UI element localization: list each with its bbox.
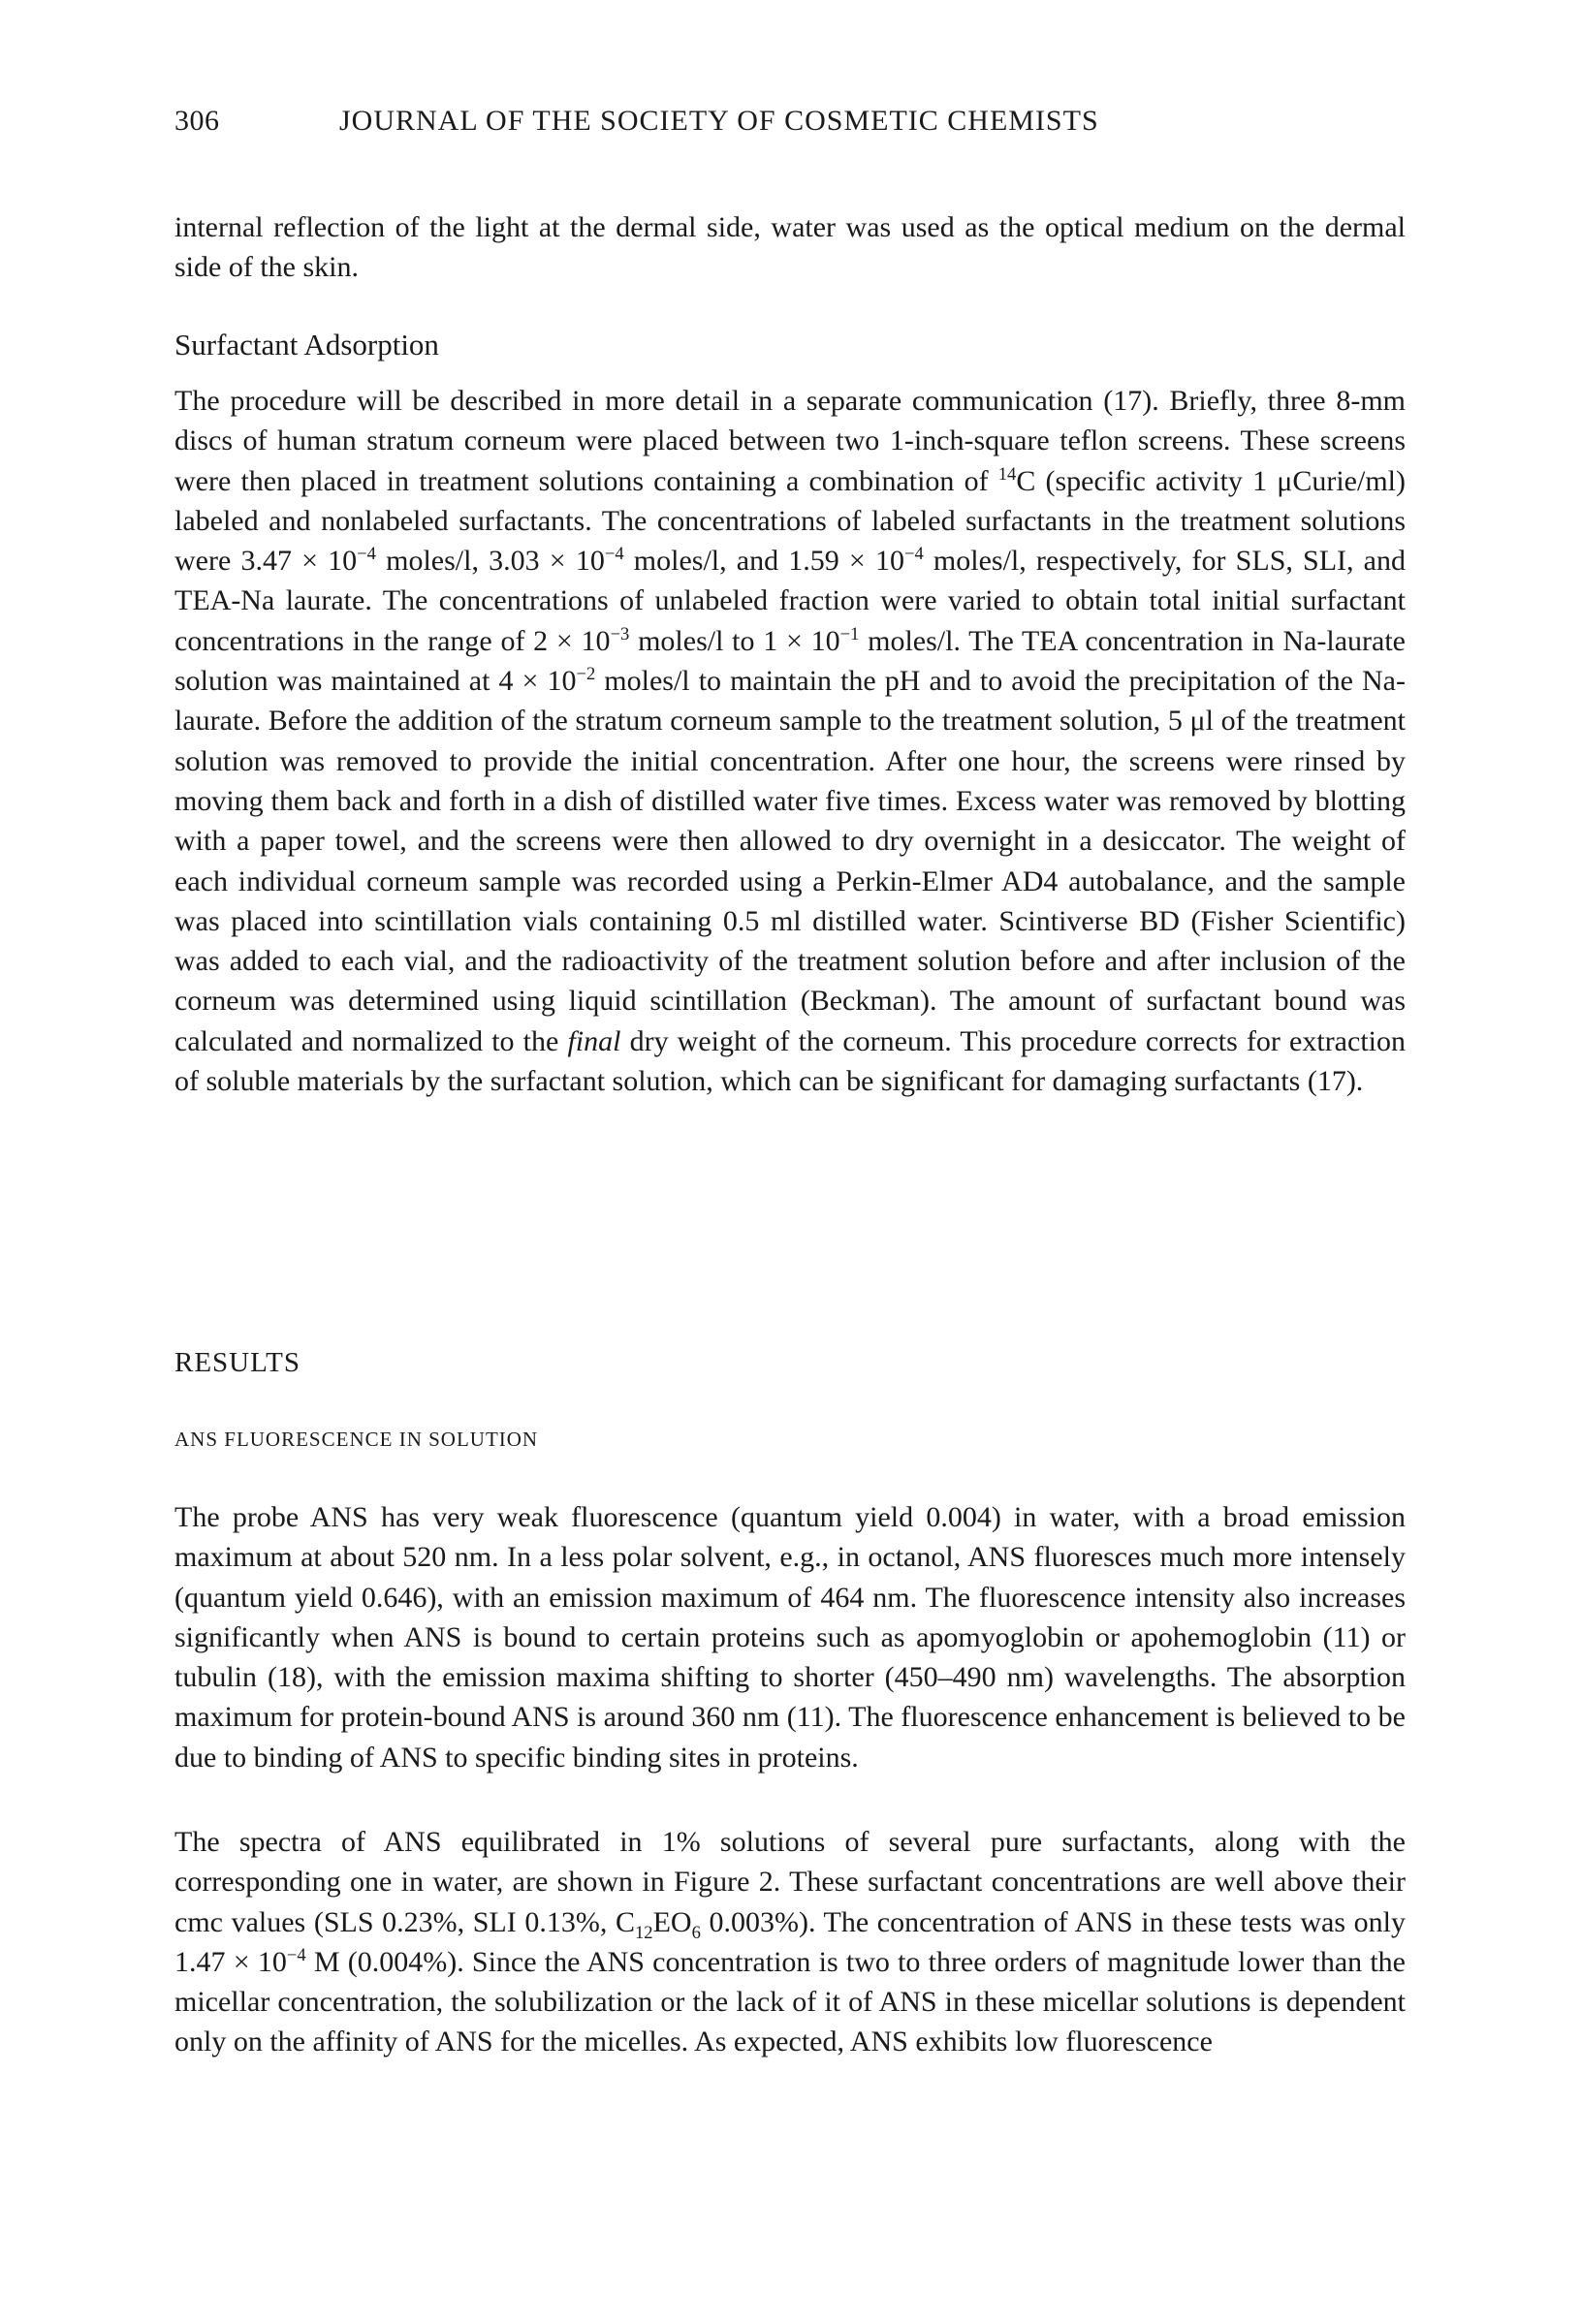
italic-word: final bbox=[567, 1024, 621, 1057]
exponent: −4 bbox=[604, 544, 624, 565]
exponent: −4 bbox=[357, 544, 376, 565]
running-header bbox=[174, 105, 1406, 147]
journal-title: JOURNAL OF THE SOCIETY OF COSMETIC CHEMISTS bbox=[339, 105, 1099, 137]
exponent: −4 bbox=[286, 1944, 306, 1965]
section-heading-surfactant-adsorption: Surfactant Adsorption bbox=[174, 328, 439, 361]
results-paragraph-2: The spectra of ANS equilibrated in 1% solutions of several pure surfactants, along with the corresponding one in water, are shown in Figure 2. These surfactant concentrations are well above their cmc values (SLS 0.23%, SLI 0.13%, $C_{12}EO_6$ 0.003%). The concentration of ANS in these tests was only $1.47 \times 10^{-4}$ M (0.004%). Since the ANS concentration is two to three orders of magnitude lower than the micellar concentration, the solubilization or the lack of it of ANS in these micellar solutions is dependent only on the affinity of ANS for the micelles. As expected, ANS exhibits low fluorescence bbox=[174, 1826, 1406, 2058]
exponent: −3 bbox=[610, 623, 630, 644]
results-paragraph-1: The probe ANS has very weak fluorescence (quantum yield 0.004) in water, with a broad emission maximum at about 520 nm. In a less polar solvent, e.g., in octanol, ANS fluoresces much more intensely (quantum yield 0.646), with an emission maximum of 464 nm. The fluorescence intensity also increases significantly when ANS is bound to certain proteins such as apomyoglobin or apohemoglobin (11) or tubulin (18), with the emission maxima shifting to shorter (450–490 nm) wavelengths. The absorption maximum for protein-bound ANS is around 360 nm (11). The fluorescence enhancement is believed to be due to binding of ANS to specific binding sites in proteins. bbox=[174, 1501, 1406, 1774]
subscript: 6 bbox=[691, 1922, 701, 1943]
subsection-heading-ans-fluorescence: ANS FLUORESCENCE IN SOLUTION bbox=[174, 1428, 539, 1451]
section-heading-results: RESULTS bbox=[174, 1347, 301, 1378]
surfactant-adsorption-paragraph: The procedure will be described in more detail in a separate communication (17). Briefly, three 8-mm discs of human stratum corneum were placed between two 1-inch-square teflon screens. These screens were then placed in treatment solutions containing a combination of $^{14}$C (specific activity 1 μCurie/ml) labeled and nonlabeled surfactants. The concentrations of labeled surfactants in the treatment solutions were $3.47 \times 10^{-4}$ moles/l, $3.03 \times 10^{-4}$ moles/l, and $1.59 \times 10^{-4}$ moles/l, respectively, for SLS, SLI, and TEA-Na laurate. The concentrations of unlabeled fraction were varied to obtain total initial surfactant concentrations in the range of $2 \times 10^{-3}$ moles/l to $1 \times 10^{-1}$ moles/l. The TEA concentration in Na-laurate solution was maintained at $4 \times 10^{-2}$ moles/l to maintain the pH and to avoid the precipitation of the Na-laurate. Before the addition of the stratum corneum sample to the treatment solution, 5 μl of the treatment solution was removed to provide the initial concentration. After one hour, the screens were rinsed by moving them back and forth in a dish of distilled water five times. Excess water was removed by blotting with a paper towel, and the screens were then allowed to dry overnight in a desiccator. The weight of each individual corneum sample was recorded using a Perkin-Elmer AD4 autobalance, and the sample was placed into scintillation vials containing 0.5 ml distilled water. Scintiverse BD (Fisher Scientific) was added to each vial, and the radioactivity of the treatment solution before and after inclusion of the corneum was determined using liquid scintillation (Beckman). The amount of surfactant bound was calculated and normalized to the final dry weight of the corneum. This procedure corrects for extraction of soluble materials by the surfactant solution, which can be significant for damaging surfactants (17). bbox=[174, 385, 1407, 1098]
subscript: 12 bbox=[634, 1922, 653, 1943]
exponent: −2 bbox=[576, 664, 596, 685]
exponent: −1 bbox=[839, 623, 860, 644]
isotope-superscript: 14 bbox=[997, 463, 1017, 485]
intro-paragraph: internal reflection of the light at the dermal side, water was used as the optical medium on the dermal side of the skin. bbox=[174, 211, 1406, 284]
page-number: 306 bbox=[174, 105, 220, 137]
exponent: −4 bbox=[903, 544, 924, 565]
